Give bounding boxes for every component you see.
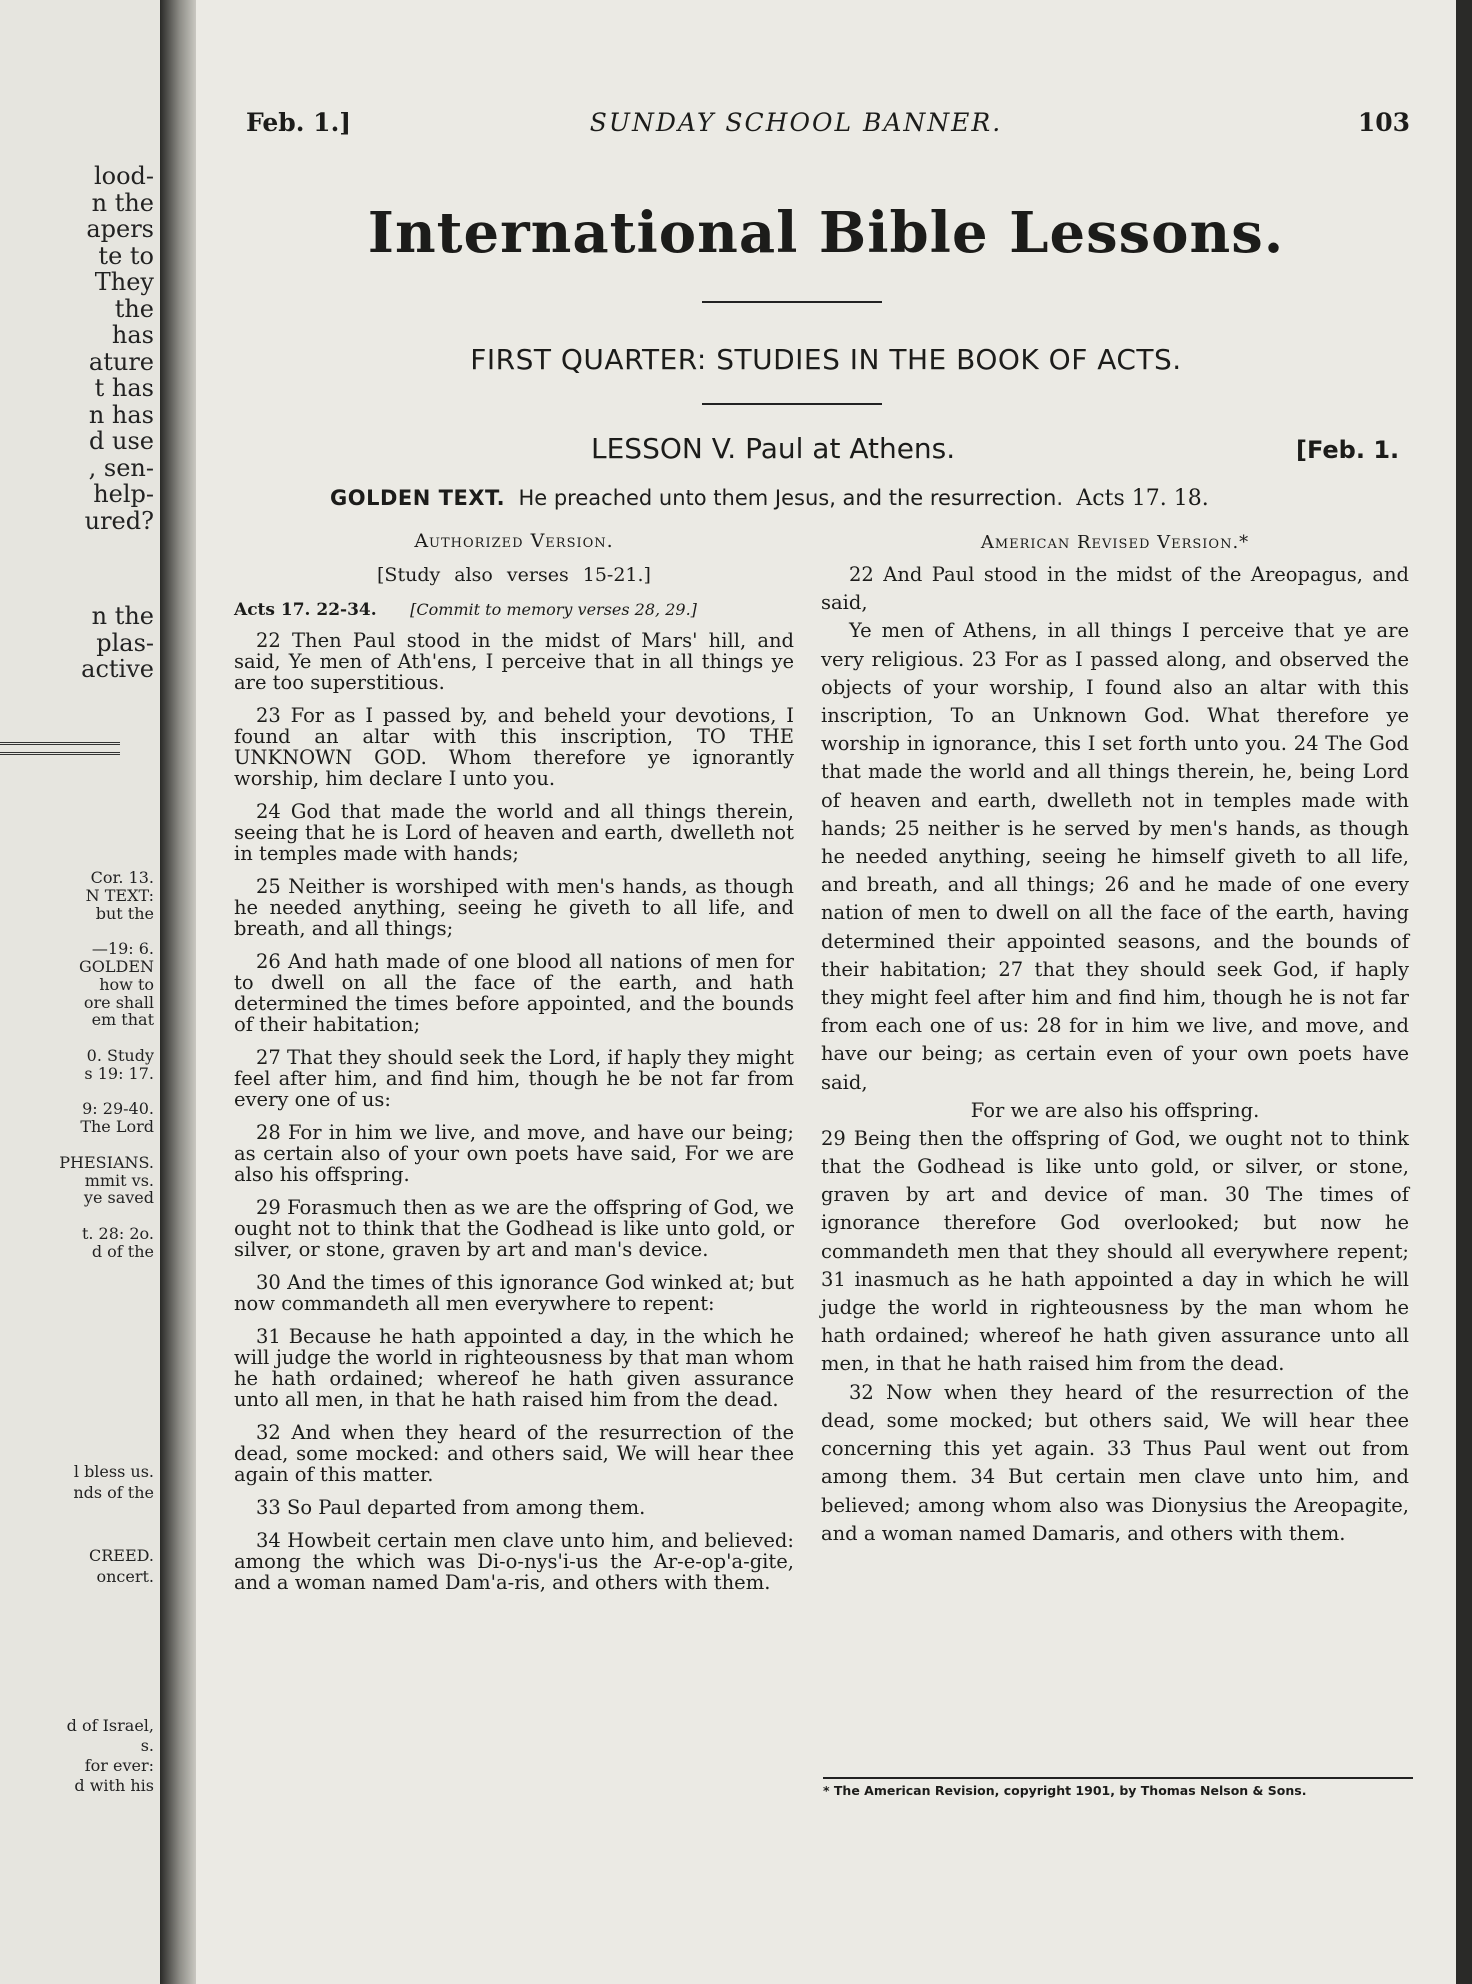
previous-page-line: —19: 6. bbox=[91, 939, 154, 959]
previous-page-line: how to bbox=[99, 974, 154, 994]
previous-page-line: 9: 29-40. bbox=[82, 1099, 154, 1119]
previous-page-line: has bbox=[111, 321, 154, 349]
previous-page-line: n the bbox=[91, 188, 154, 217]
study-note: [Study also verses 15-21.] bbox=[377, 564, 651, 586]
previous-page-line: t. 28: 2o. bbox=[81, 1224, 154, 1243]
revised-paragraph: Ye men of Athens, in all things I perceive that ye are very religious. 23 For as I passed along, and observed the objects of your worship, I found also an altar with this inscription, To an Unknown God. What therefore ye worship in ignorance, this I set forth unto you. 24 The God that made the world and all things therein, he, being Lord of heaven and earth, dwelleth not in temples made with hands; 25 neither is he served by men's hands, as though he needed anything, seeing he himself giveth to all life, and breath, and all things; 26 and he made of one every nation of men to dwell on all the face of the earth, having determined their appointed seasons, and the bounds of their habitation; 27 that they should seek God, if haply they might feel after him and find him, though he is not far from each one of us: 28 for in him we live, and move, and have our being; as certain even of your own poets have said, bbox=[821, 619, 1409, 1094]
previous-page-line: PHESIANS. bbox=[59, 1152, 154, 1172]
lesson-date: [Feb. 1. bbox=[1296, 436, 1400, 464]
previous-page-line: help- bbox=[93, 480, 154, 508]
revised-paragraph: 32 Now when they heard of the resurrection of the dead, some mocked; but others said, We will hear thee concerning this yet again. 33 Thus Paul went out from among them. 34 But certain men clave unto him, and believed; among whom also was Dionysius the Areopagite, and a woman named Damaris, and others with them. bbox=[821, 1380, 1409, 1545]
passage-reference: Acts 17. 22-34. bbox=[234, 600, 377, 620]
previous-page-line: s. bbox=[140, 1736, 154, 1755]
previous-page-line: but the bbox=[95, 903, 154, 923]
previous-page-line: The Lord bbox=[80, 1117, 154, 1137]
golden-text-body: He preached unto them Jesus, and the resurrection. bbox=[518, 486, 1064, 510]
double-rule bbox=[0, 752, 120, 755]
previous-page-line: oncert. bbox=[96, 1567, 154, 1586]
verse: 23 For as I passed by, and beheld your devotions, I found an altar with this inscription, TO THE UNKNOWN GOD. Whom therefore ye ignorantly worship, him declare I unto you. bbox=[234, 704, 794, 790]
authorized-heading: Authorized Version. bbox=[414, 530, 614, 552]
previous-page-line: Cor. 13. bbox=[90, 868, 154, 887]
scripture-reference bbox=[234, 600, 794, 620]
previous-page-line: s 19: 17. bbox=[84, 1063, 154, 1083]
golden-text-label: GOLDEN TEXT. bbox=[330, 486, 506, 510]
divider bbox=[702, 403, 882, 405]
previous-page-line: mmit vs. bbox=[84, 1170, 154, 1190]
golden-text bbox=[330, 486, 1209, 511]
verse: 32 And when they heard of the resurrection of the dead, some mocked: and others said, We will hear thee again of this matter. bbox=[234, 1421, 794, 1486]
previous-page-line: active bbox=[81, 655, 154, 683]
footnote: * The American Revision, copyright 1901, by Thomas Nelson & Sons. bbox=[823, 1783, 1307, 1798]
previous-page-line: ature bbox=[88, 347, 154, 376]
verse: 33 So Paul departed from among them. bbox=[256, 1496, 646, 1519]
verse: 27 That they should seek the Lord, if haply they might feel after him, and find him, though he be not far from every one of us: bbox=[234, 1046, 794, 1111]
previous-page-line: , sen- bbox=[88, 453, 154, 482]
running-head bbox=[246, 108, 1446, 148]
verse: 31 Because he hath appointed a day, in the which he will judge the world in righteousness by that man whom he hath ordained; whereof he hath given assurance unto all men, in that he hath raised him from the dead. bbox=[234, 1325, 794, 1411]
header-date: Feb. 1.] bbox=[246, 108, 352, 137]
previous-page-strip bbox=[0, 0, 160, 1984]
previous-page-line: CREED. bbox=[89, 1546, 154, 1565]
previous-page-line: They bbox=[94, 268, 154, 296]
previous-page-line: for ever: bbox=[84, 1756, 154, 1775]
verse: 22 Then Paul stood in the midst of Mars' hill, and said, Ye men of Ath'ens, I perceive that in all things ye are too superstitious. bbox=[234, 629, 794, 694]
verse: 29 Forasmuch then as we are the offspring of God, we ought not to think that the Godhead is like unto gold, or silver, or stone, graven by art and man's device. bbox=[234, 1196, 794, 1261]
authorized-version-column bbox=[234, 530, 794, 1605]
divider bbox=[702, 301, 882, 303]
page-title: International Bible Lessons. bbox=[367, 200, 1285, 266]
verse: 28 For in him we live, and move, and have our being; as certain also of your own poets have said, For we are also his offspring. bbox=[234, 1121, 794, 1186]
previous-page-line: te to bbox=[98, 241, 154, 270]
previous-page-line: d use bbox=[89, 427, 154, 455]
book-gutter bbox=[160, 0, 196, 1984]
previous-page-line: d of the bbox=[91, 1241, 154, 1261]
verse: 26 And hath made of one blood all nations of men for to dwell on all the face of the earth, and hath determined the times before appointed, and the bounds of their habitation; bbox=[234, 950, 794, 1036]
revised-paragraph: 29 Being then the offspring of God, we ought not to think that the Godhead is like unto gold, or silver, or stone, graven by art and device of man. 30 The times of ignorance therefore God overlooked; but now he commandeth men that they should all everywhere repent; 31 inasmuch as he hath appointed a day in which he will judge the world in righteousness by the man whom he hath ordained; whereof he hath given assurance unto all men, in that he hath raised him from the dead. bbox=[821, 1126, 1409, 1376]
lesson-title: LESSON V. Paul at Athens. bbox=[591, 432, 956, 465]
previous-page-line: the bbox=[114, 294, 154, 323]
double-rule bbox=[0, 742, 120, 745]
revised-heading: American Revised Version.* bbox=[980, 532, 1250, 553]
previous-page-line: t has bbox=[94, 374, 154, 402]
magazine-title: SUNDAY SCHOOL BANNER. bbox=[589, 108, 1003, 137]
previous-page-line: apers bbox=[86, 215, 154, 243]
verse: 30 And the times of this ignorance God winked at; but now commandeth all men everywhere to repent: bbox=[234, 1271, 794, 1315]
quarter-heading: FIRST QUARTER: STUDIES IN THE BOOK OF ACTS. bbox=[470, 343, 1182, 376]
golden-text-reference: Acts 17. 18. bbox=[1076, 486, 1209, 511]
verse: 24 God that made the world and all things therein, seeing that he is Lord of heaven and earth, dwelleth not in temples made with hands; bbox=[234, 800, 794, 865]
previous-page-line: N TEXT: bbox=[85, 885, 154, 905]
page bbox=[196, 0, 1456, 1984]
memory-verses: [Commit to memory verses 28, 29.] bbox=[410, 600, 697, 619]
page-edge bbox=[1456, 0, 1472, 1984]
previous-page-line: ye saved bbox=[83, 1188, 154, 1208]
previous-page-line: plas- bbox=[96, 628, 154, 657]
previous-page-line: n the bbox=[91, 602, 154, 630]
verse: 34 Howbeit certain men clave unto him, and believed: among the which was Di-o-nys'i-us the Ar-e-op'a-gite, and a woman named Dam'a-ris, and others with them. bbox=[234, 1529, 794, 1594]
previous-page-line: d of Israel, bbox=[66, 1716, 154, 1735]
authorized-verses bbox=[234, 630, 794, 1593]
poet-quotation: For we are also his offspring. bbox=[970, 1098, 1260, 1122]
verse: 25 Neither is worshiped with men's hands, as though he needed anything, seeing he giveth to all life, and breath, and all things; bbox=[234, 875, 794, 940]
previous-page-line: ore shall bbox=[83, 992, 154, 1012]
previous-page-line: nds of the bbox=[73, 1483, 154, 1502]
previous-page-line: ured? bbox=[84, 506, 154, 535]
previous-page-line: n has bbox=[88, 400, 154, 429]
previous-page-line: em that bbox=[91, 1010, 154, 1030]
revised-paragraph: 22 And Paul stood in the midst of the Areopagus, and said, bbox=[821, 563, 1409, 615]
previous-page-line: 0. Study bbox=[86, 1046, 154, 1065]
previous-page-line: GOLDEN bbox=[78, 957, 154, 976]
revised-version-column bbox=[821, 532, 1409, 1548]
previous-page-line: d with his bbox=[74, 1776, 154, 1795]
page-number: 103 bbox=[1357, 108, 1410, 137]
previous-page-line: l bless us. bbox=[73, 1462, 154, 1481]
previous-page-line: lood- bbox=[93, 162, 154, 190]
footnote-divider bbox=[823, 1777, 1413, 1779]
